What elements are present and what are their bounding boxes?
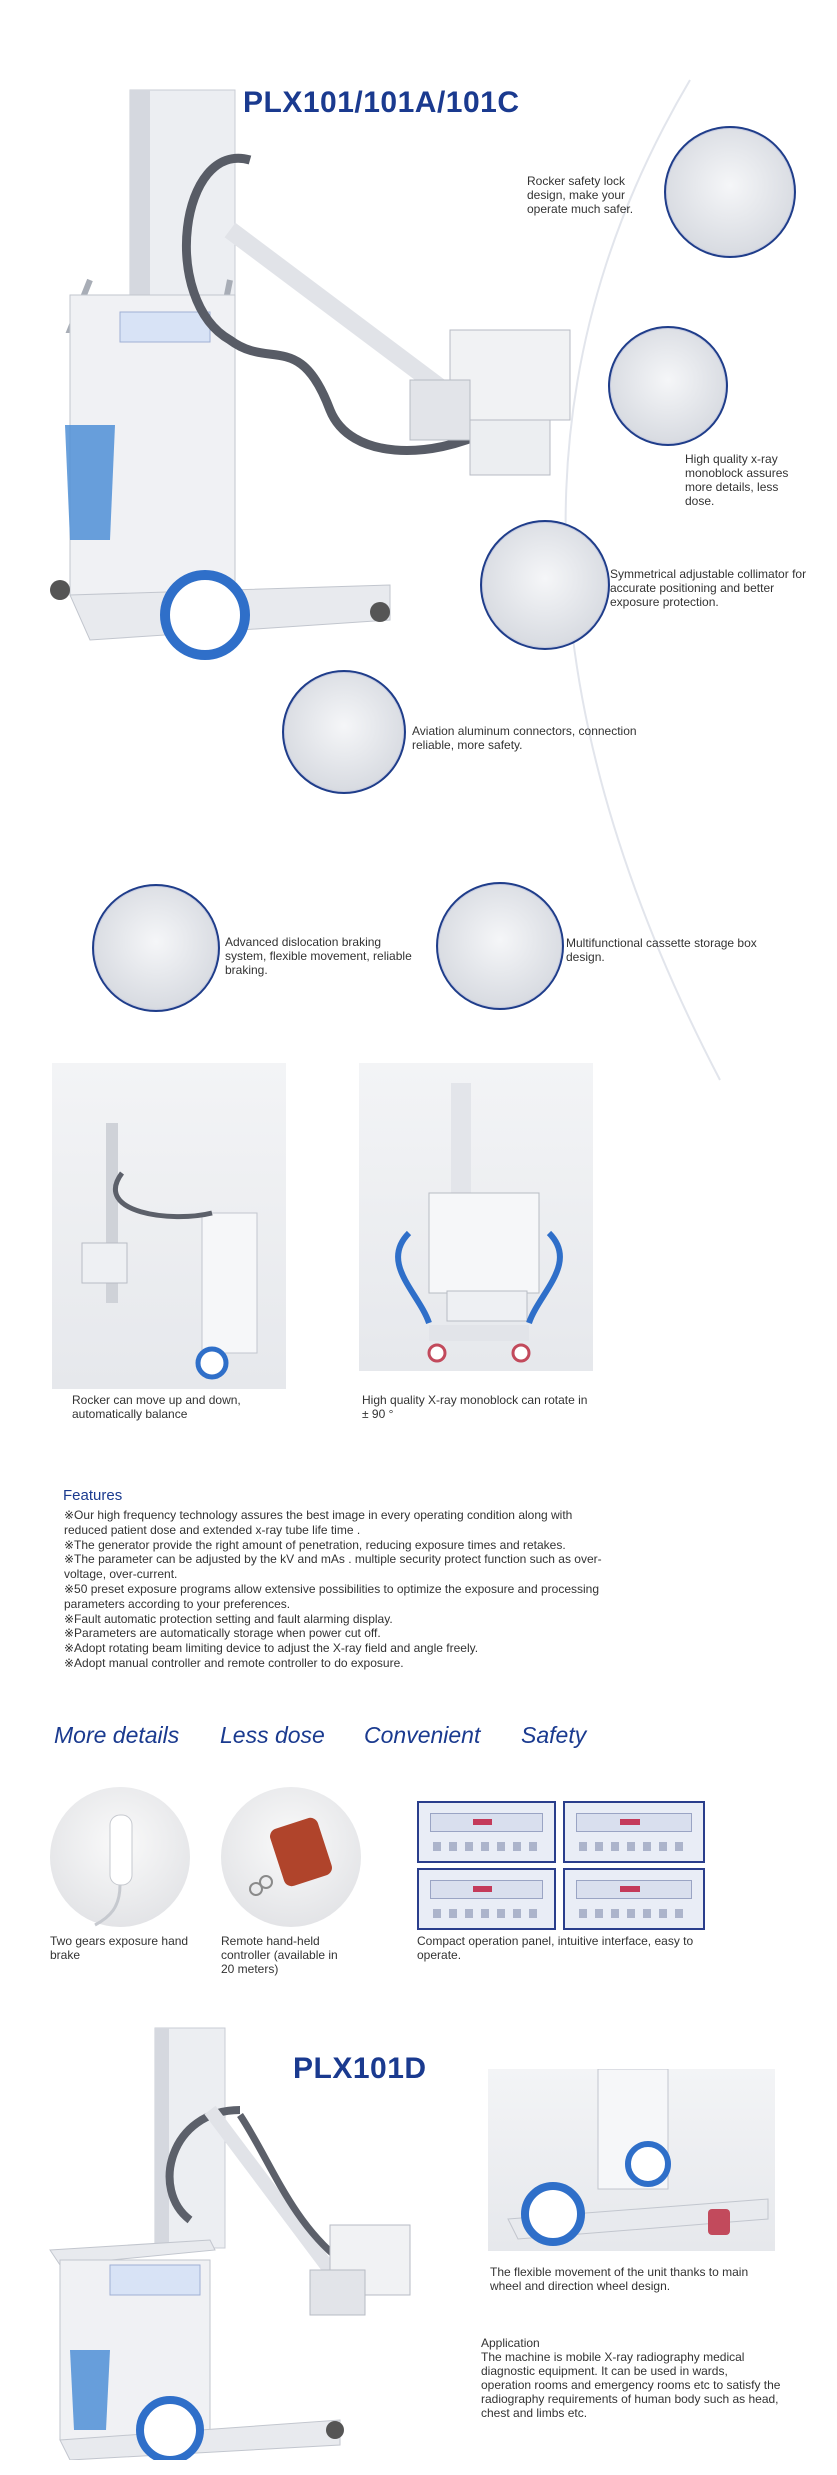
collimator-detail-image [480,520,610,650]
slogan-safety: Safety [521,1722,587,1748]
monoblock-photo-caption: High quality X-ray monoblock can rotate in ± 90 ° [362,1393,588,1421]
operation-panel-image-1 [417,1801,556,1863]
features-heading: Features [63,1487,123,1504]
operation-panel-image-2 [563,1801,705,1863]
monoblock-rotation-photo [359,1063,593,1371]
slogan-convenient: Convenient [364,1722,481,1748]
application-text: The machine is mobile X-ray radiography medical diagnostic equipment. It can be used in wards, operation rooms and emergency rooms etc to satisfy the radiography requirements of human body such as head, chest and limbs etc. [481,2350,781,2420]
main-title: PLX101/101A/101C [243,86,520,119]
second-title: PLX101D [293,2052,427,2085]
callout-braking: Advanced dislocation braking system, flexible movement, reliable braking. [225,935,412,977]
feature-item: ※Adopt manual controller and remote controller to do exposure. [64,1655,404,1670]
feature-item: ※The generator provide the right amount of penetration, reducing exposure times and retakes. [64,1537,566,1552]
hand-brake-image [50,1787,190,1927]
feature-item: ※Adopt rotating beam limiting device to adjust the X-ray field and angle freely. [64,1641,479,1656]
wheel-detail-caption: The flexible movement of the unit thanks to main wheel and direction wheel design. [490,2265,749,2293]
callout-monoblock: High quality x-ray monoblock assures more details, less dose. [685,452,789,508]
callout-cassette-box: Multifunctional cassette storage box design. [566,936,757,964]
rocker-lock-detail-image [664,126,796,258]
rocker-photo [52,1063,286,1389]
operation-panel-image-4 [563,1868,705,1930]
slogan-less-dose: Less dose [220,1722,325,1748]
braking-detail-image [92,884,220,1012]
features-list [64,1508,604,1671]
operation-panel-caption: Compact operation panel, intuitive interface, easy to operate. [417,1934,694,1962]
feature-item: ※Fault automatic protection setting and fault alarming display. [64,1611,393,1626]
remote-controller-caption: Remote hand-held controller (available in 20 meters) [221,1934,338,1976]
remote-controller-image [221,1787,361,1927]
slogan-more-details: More details [54,1722,180,1748]
rocker-photo-caption: Rocker can move up and down, automatically balance [72,1393,241,1421]
cassette-box-detail-image [436,882,564,1010]
callout-rocker-lock: Rocker safety lock design, make your operate much safer. [527,174,634,216]
operation-panel-image-3 [417,1868,556,1930]
monoblock-detail-image [608,326,728,446]
wheel-detail-photo [488,2069,775,2251]
plx101d-machine-image [40,2020,440,2460]
callout-collimator: Symmetrical adjustable collimator for accurate positioning and better exposure protection. [610,567,807,609]
callout-connector: Aviation aluminum connectors, connection reliable, more safety. [412,724,637,752]
hand-brake-caption: Two gears exposure hand brake [50,1934,189,1962]
connector-detail-image [282,670,406,794]
feature-item: ※The parameter can be adjusted by the kV and mAs . multiple security protect function such as over-voltage, over-current. [64,1552,602,1582]
feature-item: ※Parameters are automatically storage when power cut off. [64,1626,381,1641]
feature-item: ※Our high frequency technology assures the best image in every operating condition along with reduced patient dose and extended x-ray tube life time . [64,1508,573,1537]
feature-item: ※50 preset exposure programs allow extensive possibilities to optimize the exposure and processing parameters according to your preferences. [64,1581,600,1611]
application-heading: Application [481,2336,540,2350]
